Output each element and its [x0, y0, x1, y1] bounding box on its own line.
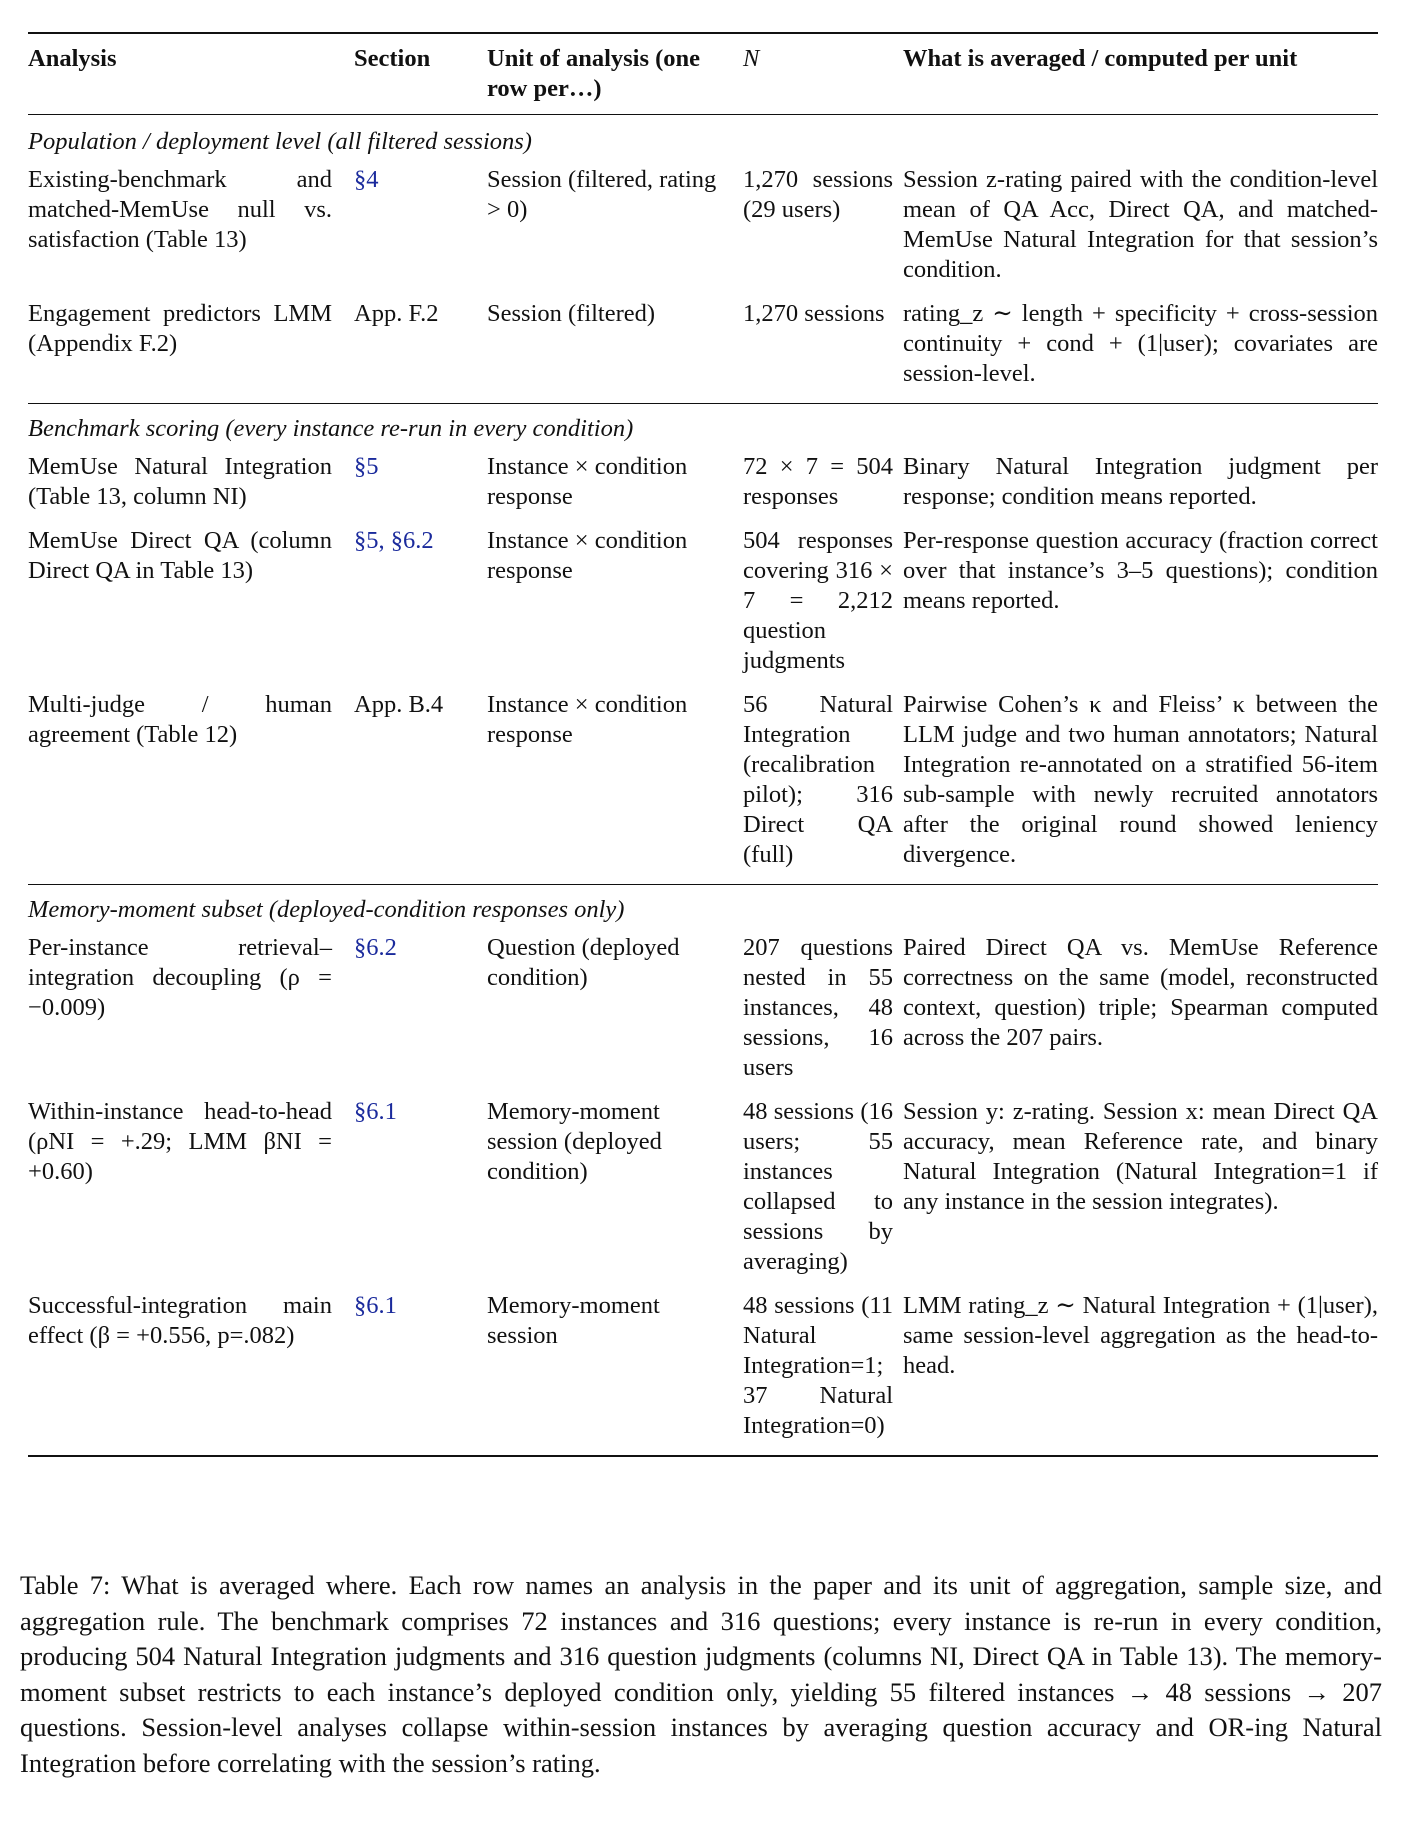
header-section: Section: [354, 44, 487, 115]
table-caption: [20, 1568, 1382, 1781]
section-cell[interactable]: §5, §6.2: [354, 527, 434, 554]
table-row: [28, 526, 1378, 690]
unit-cell: Session (filtered): [487, 300, 656, 327]
header-unit: Unit of analysis (one row per…): [487, 44, 743, 115]
analysis-cell: MemUse Direct QA (column Direct QA in Table 13): [28, 527, 332, 584]
table-row: [28, 299, 1378, 404]
group-title: Population / deployment level (all filtered sessions): [28, 128, 532, 155]
unit-cell: Instance × condition response: [487, 453, 688, 510]
table-row: [28, 1097, 1378, 1291]
unit-cell: Session (filtered, rating > 0): [487, 166, 717, 223]
section-cell[interactable]: App. F.2: [354, 300, 439, 327]
what-cell: Paired Direct QA vs. MemUse Reference correctness on the same (model, reconstructed context, question) triple; Spearman computed across the 207 pairs.: [903, 934, 1378, 1051]
group-title: Benchmark scoring (every instance re-run in every condition): [28, 404, 1378, 453]
n-cell: 48 sessions (11 Natural Integration=1; 37 Natural Integration=0): [743, 1292, 893, 1439]
analysis-cell: Per-instance retrieval–integration decoupling (ρ = −0.009): [28, 934, 332, 1021]
analysis-cell: Existing-benchmark and matched-MemUse null vs. satisfaction (Table 13): [28, 166, 332, 253]
what-cell: Pairwise Cohen’s κ and Fleiss’ κ between the LLM judge and two human annotators; Natural Integration re-annotated on a stratified 56-item sub-sample with newly recruited annotators after the original round showed leniency divergence.: [903, 691, 1378, 868]
n-cell: 48 sessions (16 users; 55 instances collapsed to sessions by averaging): [743, 1098, 893, 1275]
section-cell[interactable]: App. B.4: [354, 691, 444, 718]
header-what: What is averaged / computed per unit: [903, 44, 1378, 115]
table-header-row: [28, 44, 1378, 115]
what-cell: Binary Natural Integration judgment per response; condition means reported.: [903, 453, 1378, 510]
section-cell[interactable]: §4: [354, 166, 379, 193]
section-cell[interactable]: §6.1: [354, 1098, 397, 1125]
group-heading: [28, 885, 1378, 934]
table-row: [28, 452, 1378, 526]
analysis-cell: Successful-integration main effect (β = +0.556, p=.082): [28, 1292, 332, 1349]
n-cell: 1,270 sessions (29 users): [743, 166, 893, 223]
analysis-cell: Within-instance head-to-head (ρNI = +.29; LMM βNI = +0.60): [28, 1098, 332, 1185]
what-cell: LMM rating_z ∼ Natural Integration + (1|user), same session-level aggregation as the head-to-head.: [903, 1292, 1378, 1379]
section-cell[interactable]: §5: [354, 453, 379, 480]
what-cell: Session y: z-rating. Session x: mean Direct QA accuracy, mean Reference rate, and binary Natural Integration (Natural Integration=1 if any instance in the session integrates).: [903, 1098, 1378, 1215]
n-cell: 1,270 sessions: [743, 300, 885, 327]
group-title: Memory-moment subset (deployed-condition responses only): [28, 885, 1378, 934]
what-cell: Session z-rating paired with the condition-level mean of QA Acc, Direct QA, and matched-MemUse Natural Integration for that session’s condition.: [903, 166, 1378, 283]
n-cell: 207 questions nested in 55 instances, 48 sessions, 16 users: [743, 934, 893, 1081]
caption-text: What is averaged where. Each row names an analysis in the paper and its unit of aggregation, sample size, and aggregation rule. The benchmark comprises 72 instances and 316 questions; every instance is re-run in every condition, producing 504 Natural Integration judgments and 316 question judgments (columns NI, Direct QA in Table 13). The memory-moment subset restricts to each instance’s deployed condition only, yielding 55 filtered instances → 48 sessions → 207 questions. Session-level analyses collapse within-session instances by averaging question accuracy and OR-ing Natural Integration before correlating with the session’s rating.: [20, 1570, 1382, 1778]
n-cell: 56 Natural Integration (recalibration pilot); 316 Direct QA (full): [743, 691, 893, 868]
section-cell[interactable]: §6.2: [354, 934, 397, 961]
group-heading: [28, 115, 1378, 166]
what-cell: rating_z ∼ length + specificity + cross-session continuity + cond + (1|user); covariates are session-level.: [903, 300, 1378, 387]
analysis-cell: MemUse Natural Integration (Table 13, column NI): [28, 453, 332, 510]
unit-cell: Memory-moment session (deployed condition): [487, 1098, 662, 1185]
n-cell: 72 × 7 = 504 responses: [743, 453, 893, 510]
n-cell: 504 responses covering 316 × 7 = 2,212 question judgments: [743, 527, 893, 674]
unit-cell: Instance × condition response: [487, 691, 688, 748]
header-n: N: [743, 44, 903, 115]
section-cell[interactable]: §6.1: [354, 1292, 397, 1319]
what-cell: Per-response question accuracy (fraction correct over that instance’s 3–5 questions); condition means reported.: [903, 527, 1378, 614]
header-analysis: Analysis: [28, 44, 354, 115]
caption-label: Table 7:: [20, 1570, 111, 1600]
table-row: [28, 165, 1378, 299]
group-heading: [28, 404, 1378, 453]
analysis-cell: Multi-judge / human agreement (Table 12): [28, 691, 332, 748]
unit-cell: Memory-moment session: [487, 1292, 660, 1349]
analysis-cell: Engagement predictors LMM (Appendix F.2): [28, 300, 332, 357]
aggregation-table: [28, 32, 1378, 1459]
table-row: [28, 933, 1378, 1097]
unit-cell: Instance × condition response: [487, 527, 688, 584]
table-row: [28, 1291, 1378, 1456]
table-row: [28, 690, 1378, 885]
unit-cell: Question (deployed condition): [487, 934, 680, 991]
